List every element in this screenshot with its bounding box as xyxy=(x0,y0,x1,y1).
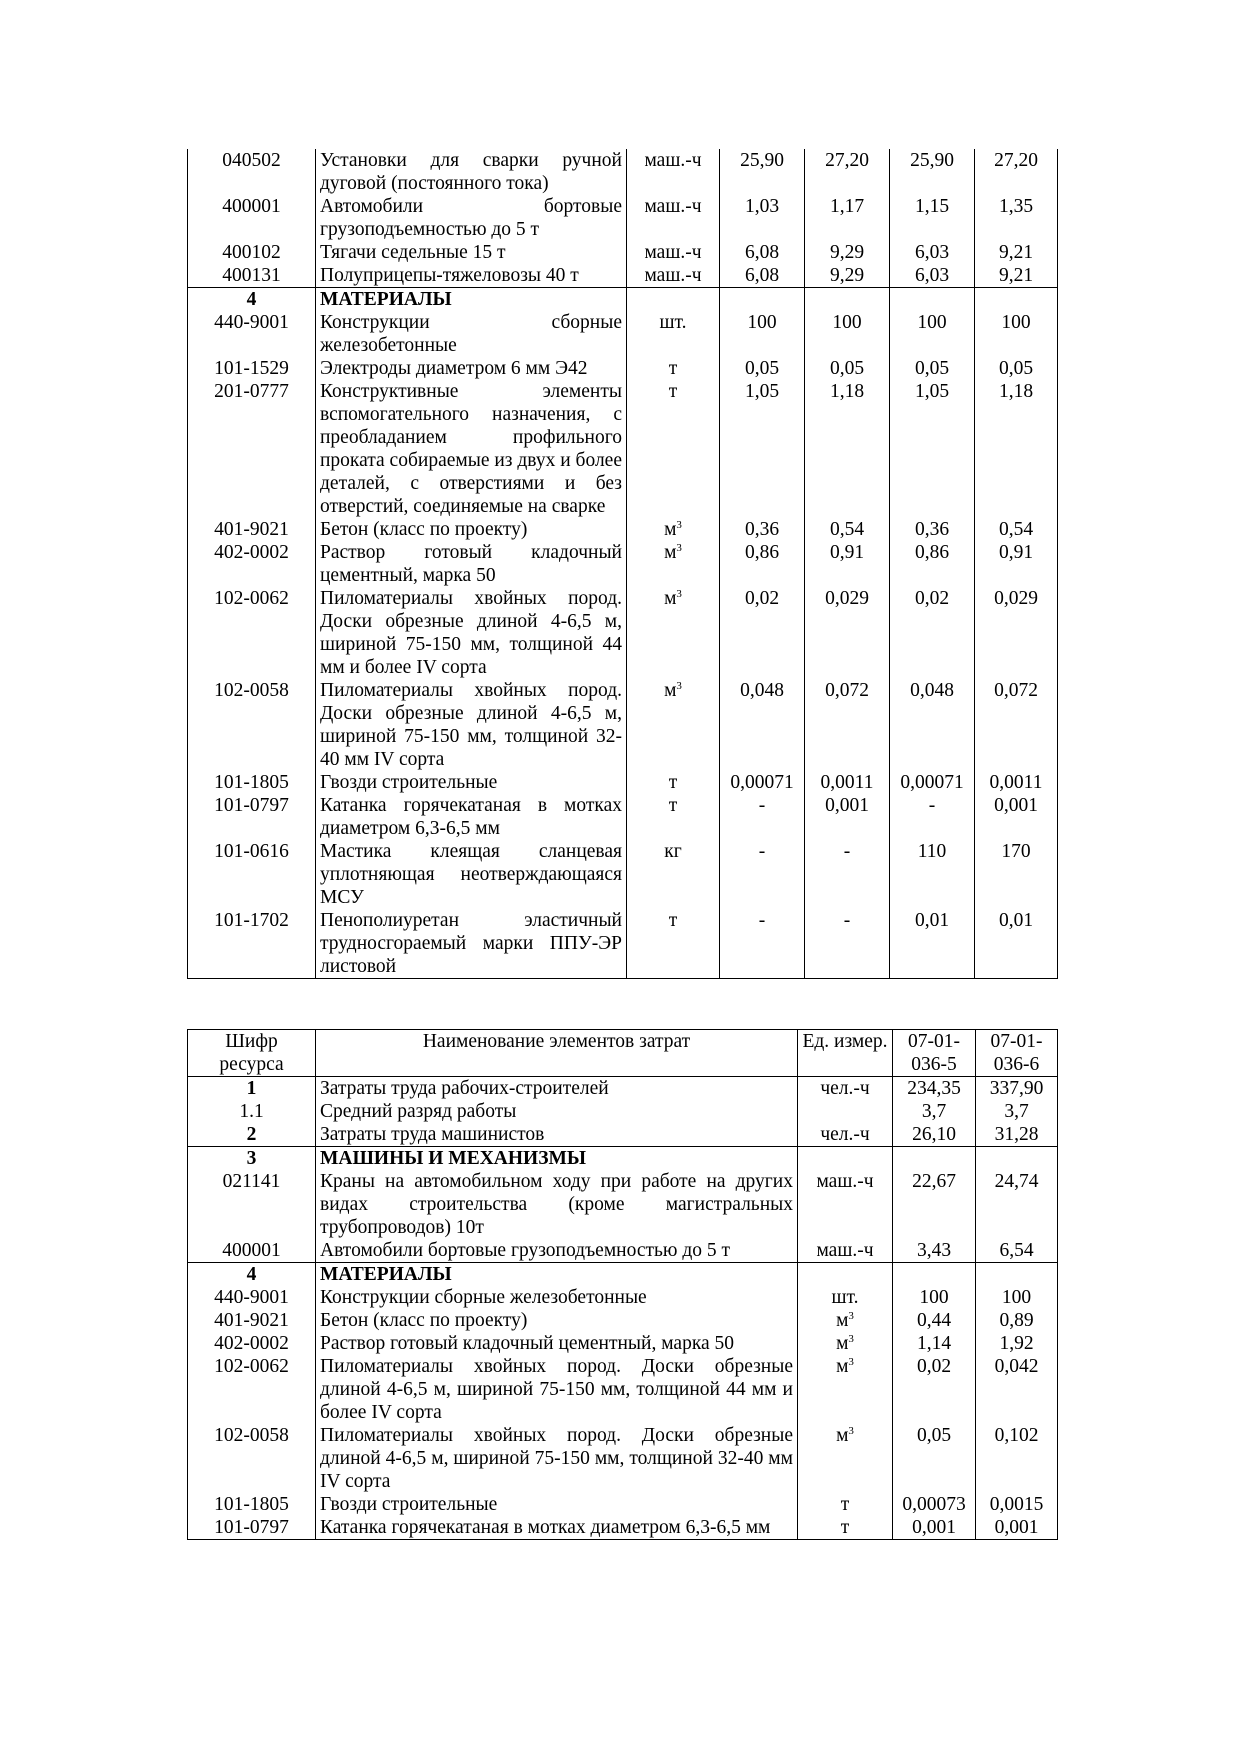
resource-name: Электроды диаметром 6 мм Э42 xyxy=(316,357,627,380)
value-cell: 0,00073 xyxy=(893,1493,976,1516)
header-name: Наименование элементов затрат xyxy=(316,1030,798,1077)
unit-superscript: 3 xyxy=(848,1425,854,1437)
unit: $м^3$ xyxy=(798,1309,893,1332)
unit: чел.-ч xyxy=(798,1077,893,1101)
table-row xyxy=(188,1493,1058,1516)
table-row xyxy=(188,311,1058,357)
resource-code: 102-0058 xyxy=(188,679,316,771)
resource-code: 401-9021 xyxy=(188,518,316,541)
unit: т xyxy=(627,909,720,979)
value-cell: 100 xyxy=(975,311,1058,357)
table-row xyxy=(188,1286,1058,1309)
value-cell: 3,7 xyxy=(976,1100,1058,1123)
section-row-labor xyxy=(188,1077,1058,1101)
resource-name: Катанка горячекатаная в мотках диаметром 6,3-6,5 мм xyxy=(316,1516,798,1540)
value-cell: 6,54 xyxy=(976,1239,1058,1263)
resource-name: Установки для сварки ручной дуговой (постоянного тока) xyxy=(316,149,627,195)
unit: т xyxy=(627,357,720,380)
resource-name: Пиломатериалы хвойных пород. Доски обрезные длиной 4-6,5 м, шириной 75-150 мм, толщиной 32-40 мм IV сорта xyxy=(316,679,627,771)
resource-name: Краны на автомобильном ходу при работе на других видах строительства (кроме магистральных трубопроводов) 10т xyxy=(316,1170,798,1239)
value-cell: 0,00071 xyxy=(720,771,805,794)
resource-name: Гвозди строительные xyxy=(316,771,627,794)
unit: $м^3$ xyxy=(627,679,720,771)
unit xyxy=(798,1100,893,1123)
value-cell: 0,029 xyxy=(975,587,1058,679)
value-cell: 0,048 xyxy=(720,679,805,771)
unit-superscript: 3 xyxy=(848,1356,854,1368)
value-cell: - xyxy=(805,909,890,979)
value-cell: 27,20 xyxy=(975,149,1058,195)
unit: чел.-ч xyxy=(798,1123,893,1147)
unit: маш.-ч xyxy=(627,241,720,264)
table-row xyxy=(188,1332,1058,1355)
header-code: Шифр ресурса xyxy=(188,1030,316,1077)
table-row xyxy=(188,149,1058,195)
resource-code: 040502 xyxy=(188,149,316,195)
value-cell: 170 xyxy=(975,840,1058,909)
resource-code: 101-0797 xyxy=(188,1516,316,1540)
value-cell: 1,18 xyxy=(805,380,890,518)
value-cell: 0,36 xyxy=(720,518,805,541)
value-cell: 0,01 xyxy=(890,909,975,979)
value-cell: - xyxy=(720,840,805,909)
value-cell xyxy=(975,288,1058,312)
value-cell: 0,54 xyxy=(975,518,1058,541)
value-cell: 9,21 xyxy=(975,241,1058,264)
resource-code: 400001 xyxy=(188,195,316,241)
resource-code: 101-1702 xyxy=(188,909,316,979)
value-cell: 1,17 xyxy=(805,195,890,241)
unit: $м^3$ xyxy=(798,1355,893,1424)
value-cell: 0,05 xyxy=(890,357,975,380)
value-cell: 0,001 xyxy=(893,1516,976,1540)
resource-code: 101-1529 xyxy=(188,357,316,380)
header-col1: 07-01-036-5 xyxy=(893,1030,976,1077)
resource-code: 101-1805 xyxy=(188,771,316,794)
value-cell: 1,05 xyxy=(720,380,805,518)
resource-name: Пиломатериалы хвойных пород. Доски обрезные длиной 4-6,5 м, шириной 75-150 мм, толщиной 44 мм и более IV сорта xyxy=(316,587,627,679)
value-cell: 0,36 xyxy=(890,518,975,541)
table-row xyxy=(188,771,1058,794)
unit: т xyxy=(798,1516,893,1540)
value-cell: 3,7 xyxy=(893,1100,976,1123)
value-cell: 0,02 xyxy=(893,1355,976,1424)
value-cell: - xyxy=(805,840,890,909)
resource-table-continued xyxy=(187,149,1058,979)
header-unit: Ед. измер. xyxy=(798,1030,893,1077)
value-cell: 0,05 xyxy=(720,357,805,380)
unit: т xyxy=(627,380,720,518)
unit-superscript: 3 xyxy=(676,542,682,554)
resource-code: 440-9001 xyxy=(188,311,316,357)
table-row xyxy=(188,1309,1058,1332)
resource-name: Мастика клеящая сланцевая уплотняющая неотверждающаяся МСУ xyxy=(316,840,627,909)
resource-code: 400102 xyxy=(188,241,316,264)
resource-code: 201-0777 xyxy=(188,380,316,518)
unit: $м^3$ xyxy=(627,541,720,587)
value-cell: 0,102 xyxy=(976,1424,1058,1493)
table-row xyxy=(188,518,1058,541)
table-row xyxy=(188,1100,1058,1123)
table-row xyxy=(188,840,1058,909)
unit xyxy=(627,288,720,312)
value-cell: - xyxy=(720,794,805,840)
value-cell xyxy=(805,288,890,312)
section-title: МАШИНЫ И МЕХАНИЗМЫ xyxy=(316,1147,798,1171)
value-cell xyxy=(720,288,805,312)
resource-code: 101-1805 xyxy=(188,1493,316,1516)
value-cell: 9,29 xyxy=(805,264,890,288)
value-cell: 0,02 xyxy=(890,587,975,679)
value-cell: 0,001 xyxy=(976,1516,1058,1540)
unit: $м^3$ xyxy=(798,1424,893,1493)
value-cell xyxy=(893,1263,976,1287)
resource-name: Гвозди строительные xyxy=(316,1493,798,1516)
resource-name: Полуприцепы-тяжеловозы 40 т xyxy=(316,264,627,288)
table-row xyxy=(188,794,1058,840)
resource-code: 102-0062 xyxy=(188,587,316,679)
unit-superscript: 3 xyxy=(676,519,682,531)
unit: шт. xyxy=(627,311,720,357)
resource-name: Автомобили бортовые грузоподъемностью до 5 т xyxy=(316,1239,798,1263)
resource-code: 402-0002 xyxy=(188,541,316,587)
value-cell: 100 xyxy=(976,1286,1058,1309)
unit: т xyxy=(627,794,720,840)
value-cell: 6,03 xyxy=(890,241,975,264)
resource-name: Затраты труда рабочих-строителей xyxy=(316,1077,798,1101)
value-cell xyxy=(893,1147,976,1171)
unit-superscript: 3 xyxy=(676,680,682,692)
unit: $м^3$ xyxy=(798,1332,893,1355)
resource-code: 440-9001 xyxy=(188,1286,316,1309)
resource-code: 101-0616 xyxy=(188,840,316,909)
resource-code: 400001 xyxy=(188,1239,316,1263)
table-header-row xyxy=(188,1030,1058,1077)
resource-name: Автомобили бортовые грузоподъемностью до 5 т xyxy=(316,195,627,241)
table-row xyxy=(188,264,1058,288)
value-cell: 0,91 xyxy=(975,541,1058,587)
value-cell: 0,02 xyxy=(720,587,805,679)
value-cell: 24,74 xyxy=(976,1170,1058,1239)
table-row xyxy=(188,357,1058,380)
value-cell: 0,86 xyxy=(890,541,975,587)
value-cell: 6,08 xyxy=(720,241,805,264)
value-cell: 9,21 xyxy=(975,264,1058,288)
resource-code: 402-0002 xyxy=(188,1332,316,1355)
value-cell xyxy=(976,1263,1058,1287)
section-number: 2 xyxy=(188,1123,316,1147)
table-row xyxy=(188,1170,1058,1239)
resource-name: Раствор готовый кладочный цементный, марка 50 xyxy=(316,1332,798,1355)
resource-code: 400131 xyxy=(188,264,316,288)
section-number: 4 xyxy=(188,1263,316,1287)
value-cell: 0,0015 xyxy=(976,1493,1058,1516)
resource-name: Затраты труда машинистов xyxy=(316,1123,798,1147)
section-row-machines xyxy=(188,1147,1058,1171)
table-row xyxy=(188,541,1058,587)
value-cell: 1,92 xyxy=(976,1332,1058,1355)
value-cell: 1,35 xyxy=(975,195,1058,241)
unit xyxy=(798,1147,893,1171)
value-cell: 25,90 xyxy=(720,149,805,195)
unit: маш.-ч xyxy=(798,1239,893,1263)
value-cell: 1,14 xyxy=(893,1332,976,1355)
resource-name: Конструкции сборные железобетонные xyxy=(316,311,627,357)
value-cell: 0,91 xyxy=(805,541,890,587)
resource-name: Средний разряд работы xyxy=(316,1100,798,1123)
value-cell: 3,43 xyxy=(893,1239,976,1263)
value-cell: 1,15 xyxy=(890,195,975,241)
section-number: 1 xyxy=(188,1077,316,1101)
resource-name: Бетон (класс по проекту) xyxy=(316,518,627,541)
value-cell: 0,44 xyxy=(893,1309,976,1332)
value-cell xyxy=(890,288,975,312)
section-row-materials xyxy=(188,1263,1058,1287)
unit-superscript: 3 xyxy=(848,1333,854,1345)
unit: т xyxy=(627,771,720,794)
value-cell: 1,05 xyxy=(890,380,975,518)
value-cell: 0,048 xyxy=(890,679,975,771)
resource-name: Пиломатериалы хвойных пород. Доски обрезные длиной 4-6,5 м, шириной 75-150 мм, толщиной 32-40 мм IV сорта xyxy=(316,1424,798,1493)
resource-code: 102-0058 xyxy=(188,1424,316,1493)
table-row xyxy=(188,909,1058,979)
value-cell: 0,05 xyxy=(975,357,1058,380)
resource-code: 021141 xyxy=(188,1170,316,1239)
value-cell xyxy=(976,1147,1058,1171)
resource-name: Пиломатериалы хвойных пород. Доски обрезные длиной 4-6,5 м, шириной 75-150 мм, толщиной 44 мм и более IV сорта xyxy=(316,1355,798,1424)
resource-code: 401-9021 xyxy=(188,1309,316,1332)
value-cell: 31,28 xyxy=(976,1123,1058,1147)
value-cell: 0,86 xyxy=(720,541,805,587)
table-row xyxy=(188,1355,1058,1424)
value-cell: 0,001 xyxy=(805,794,890,840)
value-cell: 26,10 xyxy=(893,1123,976,1147)
value-cell: 0,001 xyxy=(975,794,1058,840)
value-cell: 9,29 xyxy=(805,241,890,264)
value-cell: - xyxy=(890,794,975,840)
value-cell: 337,90 xyxy=(976,1077,1058,1101)
resource-code: 101-0797 xyxy=(188,794,316,840)
unit-superscript: 3 xyxy=(676,588,682,600)
value-cell: 0,0011 xyxy=(805,771,890,794)
section-row-materials xyxy=(188,288,1058,312)
value-cell: 0,54 xyxy=(805,518,890,541)
section-title: МАТЕРИАЛЫ xyxy=(316,288,627,312)
resource-name: Конструктивные элементы вспомогательного назначения, с преобладанием профильного проката собираемые из двух и более деталей, с отверстиями и без отверстий, соединяемые на сварке xyxy=(316,380,627,518)
table-row xyxy=(188,1516,1058,1540)
header-col2: 07-01-036-6 xyxy=(976,1030,1058,1077)
value-cell: 110 xyxy=(890,840,975,909)
unit: маш.-ч xyxy=(627,149,720,195)
value-cell: 1,18 xyxy=(975,380,1058,518)
resource-name: Пенополиуретан эластичный трудносгораемый марки ППУ-ЭР листовой xyxy=(316,909,627,979)
value-cell: 0,072 xyxy=(805,679,890,771)
table-row xyxy=(188,241,1058,264)
section-number: 3 xyxy=(188,1147,316,1171)
value-cell: - xyxy=(720,909,805,979)
resource-name: Катанка горячекатаная в мотках диаметром 6,3-6,5 мм xyxy=(316,794,627,840)
unit: $м^3$ xyxy=(627,518,720,541)
value-cell: 0,05 xyxy=(805,357,890,380)
table-row xyxy=(188,380,1058,518)
value-cell: 100 xyxy=(890,311,975,357)
unit xyxy=(798,1263,893,1287)
value-cell: 100 xyxy=(720,311,805,357)
value-cell: 100 xyxy=(805,311,890,357)
resource-code: 102-0062 xyxy=(188,1355,316,1424)
value-cell: 234,35 xyxy=(893,1077,976,1101)
value-cell: 0,89 xyxy=(976,1309,1058,1332)
value-cell: 0,01 xyxy=(975,909,1058,979)
value-cell: 0,05 xyxy=(893,1424,976,1493)
value-cell: 27,20 xyxy=(805,149,890,195)
table-row xyxy=(188,1424,1058,1493)
value-cell: 0,0011 xyxy=(975,771,1058,794)
unit: кг xyxy=(627,840,720,909)
unit: маш.-ч xyxy=(627,264,720,288)
value-cell: 22,67 xyxy=(893,1170,976,1239)
unit-superscript: 3 xyxy=(848,1310,854,1322)
section-number: 4 xyxy=(188,288,316,312)
unit: $м^3$ xyxy=(627,587,720,679)
value-cell: 0,00071 xyxy=(890,771,975,794)
resource-name: Раствор готовый кладочный цементный, марка 50 xyxy=(316,541,627,587)
table-row xyxy=(188,1239,1058,1263)
value-cell: 6,03 xyxy=(890,264,975,288)
resource-name: Тягачи седельные 15 т xyxy=(316,241,627,264)
value-cell: 100 xyxy=(893,1286,976,1309)
section-row-operators xyxy=(188,1123,1058,1147)
value-cell: 0,072 xyxy=(975,679,1058,771)
resource-name: Конструкции сборные железобетонные xyxy=(316,1286,798,1309)
value-cell: 6,08 xyxy=(720,264,805,288)
value-cell: 0,042 xyxy=(976,1355,1058,1424)
unit: маш.-ч xyxy=(627,195,720,241)
value-cell: 25,90 xyxy=(890,149,975,195)
unit: шт. xyxy=(798,1286,893,1309)
unit: маш.-ч xyxy=(798,1170,893,1239)
resource-table xyxy=(187,1029,1058,1540)
table-row xyxy=(188,679,1058,771)
unit: т xyxy=(798,1493,893,1516)
resource-code: 1.1 xyxy=(188,1100,316,1123)
resource-name: Бетон (класс по проекту) xyxy=(316,1309,798,1332)
table-row xyxy=(188,195,1058,241)
section-title: МАТЕРИАЛЫ xyxy=(316,1263,798,1287)
value-cell: 1,03 xyxy=(720,195,805,241)
value-cell: 0,029 xyxy=(805,587,890,679)
table-row xyxy=(188,587,1058,679)
